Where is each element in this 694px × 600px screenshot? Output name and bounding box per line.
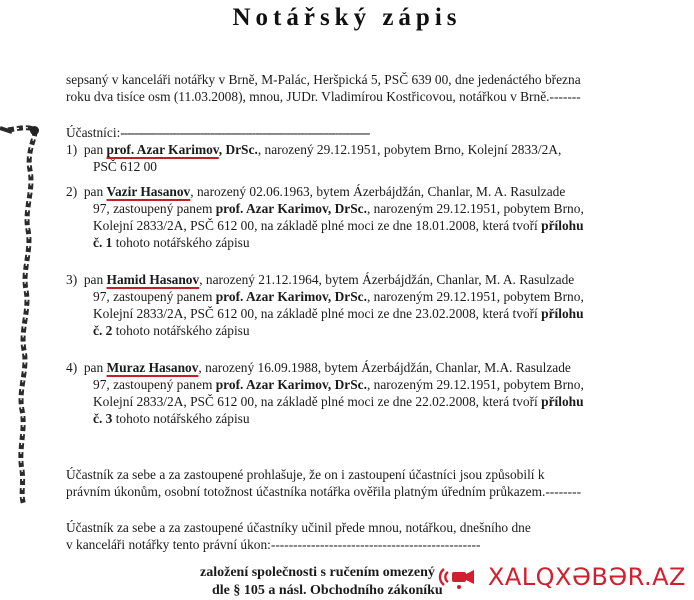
participant-2-line-3: Kolejní 2833/2A, PSČ 612 00, na základě plné moci ze dne 18.01.2008, která tvoří přílohu: [93, 218, 584, 233]
participants-heading: Účastníci:------------------------------------------------------------------------: [66, 125, 370, 140]
participant-1-line-1: 1) pan prof. Azar Karimov, DrSc., narozený 29.12.1951, pobytem Brno, Kolejní 2833/2A,: [66, 142, 562, 157]
participant-2-line-1: 2) pan Vazir Hasanov, narozený 02.06.1963, bytem Ázerbájdžán, Chanlar, M. A. Rasulzade: [66, 184, 566, 199]
news-site-watermark: [438, 562, 686, 592]
declaration-line-1: Účastník za sebe a za zastoupené prohlašuje, že on i zastoupení účastníci jsou způsobilí k: [66, 467, 545, 482]
participant-4-line-3: Kolejní 2833/2A, PSČ 612 00, na základě plné moci ze dne 22.02.2008, která tvoří přílohu: [93, 394, 584, 409]
intro-line-1: sepsaný v kanceláři notářky v Brně, M-Palác, Heršpická 5, PSČ 639 00, dne jedenáctého března: [66, 72, 581, 87]
participant-4-line-4: č. 3 tohoto notářského zápisu: [93, 411, 250, 426]
participant-3-name: Hamid Hasanov: [106, 272, 200, 287]
radio-broadcast-icon: [438, 563, 484, 591]
act-title-line-2: dle § 105 a násl. Obchodního zákoníku: [212, 583, 443, 598]
participant-1-name: prof. Azar Karimov: [106, 142, 219, 157]
declaration-line-2: právním úkonům, osobní totožnost účastníka notářka ověřila platným úředním průkazem.--------: [66, 484, 582, 499]
act-title-line-1: založení společnosti s ručením omezený: [200, 565, 435, 580]
participant-2-line-2: 97, zastoupený panem prof. Azar Karimov, DrSc., narozeným 29.12.1951, pobytem Brno,: [93, 201, 584, 216]
participant-3-line-3: Kolejní 2833/2A, PSČ 612 00, na základě plné moci ze dne 23.02.2008, která tvoří přílohu: [93, 306, 584, 321]
binding-cord-decoration: [0, 0, 60, 600]
participant-3-line-4: č. 2 tohoto notářského zápisu: [93, 323, 250, 338]
watermark-text: XALQXƏBƏR.AZ: [487, 563, 686, 591]
intro-line-2: roku dva tisíce osm (11.03.2008), mnou, JUDr. Vladimírou Kostřicovou, notářkou v Brně.-------: [66, 89, 581, 104]
participant-2-name: Vazir Hasanov: [106, 184, 191, 199]
participant-4-line-2: 97, zastoupený panem prof. Azar Karimov, DrSc., narozeným 29.12.1951, pobytem Brno,: [93, 377, 584, 392]
participant-3-line-1: 3) pan Hamid Hasanov, narozený 21.12.1964, bytem Ázerbájdžán, Chanlar, M. A. Rasulzade: [66, 272, 575, 287]
participant-3-line-2: 97, zastoupený panem prof. Azar Karimov, DrSc., narozeným 29.12.1951, pobytem Brno,: [93, 289, 584, 304]
participant-4-line-1: 4) pan Muraz Hasanov, narozený 16.09.1988, bytem Ázerbájdžán, Chanlar, M.A. Rasulzade: [66, 360, 571, 375]
document-title: Notářský zápis: [232, 4, 462, 31]
participant-2-line-4: č. 1 tohoto notářského zápisu: [93, 235, 250, 250]
act-line-1: Účastník za sebe a za zastoupené účastníky učinil přede mnou, notářkou, dnešního dne: [66, 520, 531, 535]
participant-1-line-2: PSČ 612 00: [93, 159, 157, 174]
binding-hole: [30, 126, 39, 135]
participant-4-name: Muraz Hasanov: [106, 360, 199, 375]
act-line-2: v kanceláři notářky tento právní úkon:-----------------------------------------------: [66, 537, 481, 552]
